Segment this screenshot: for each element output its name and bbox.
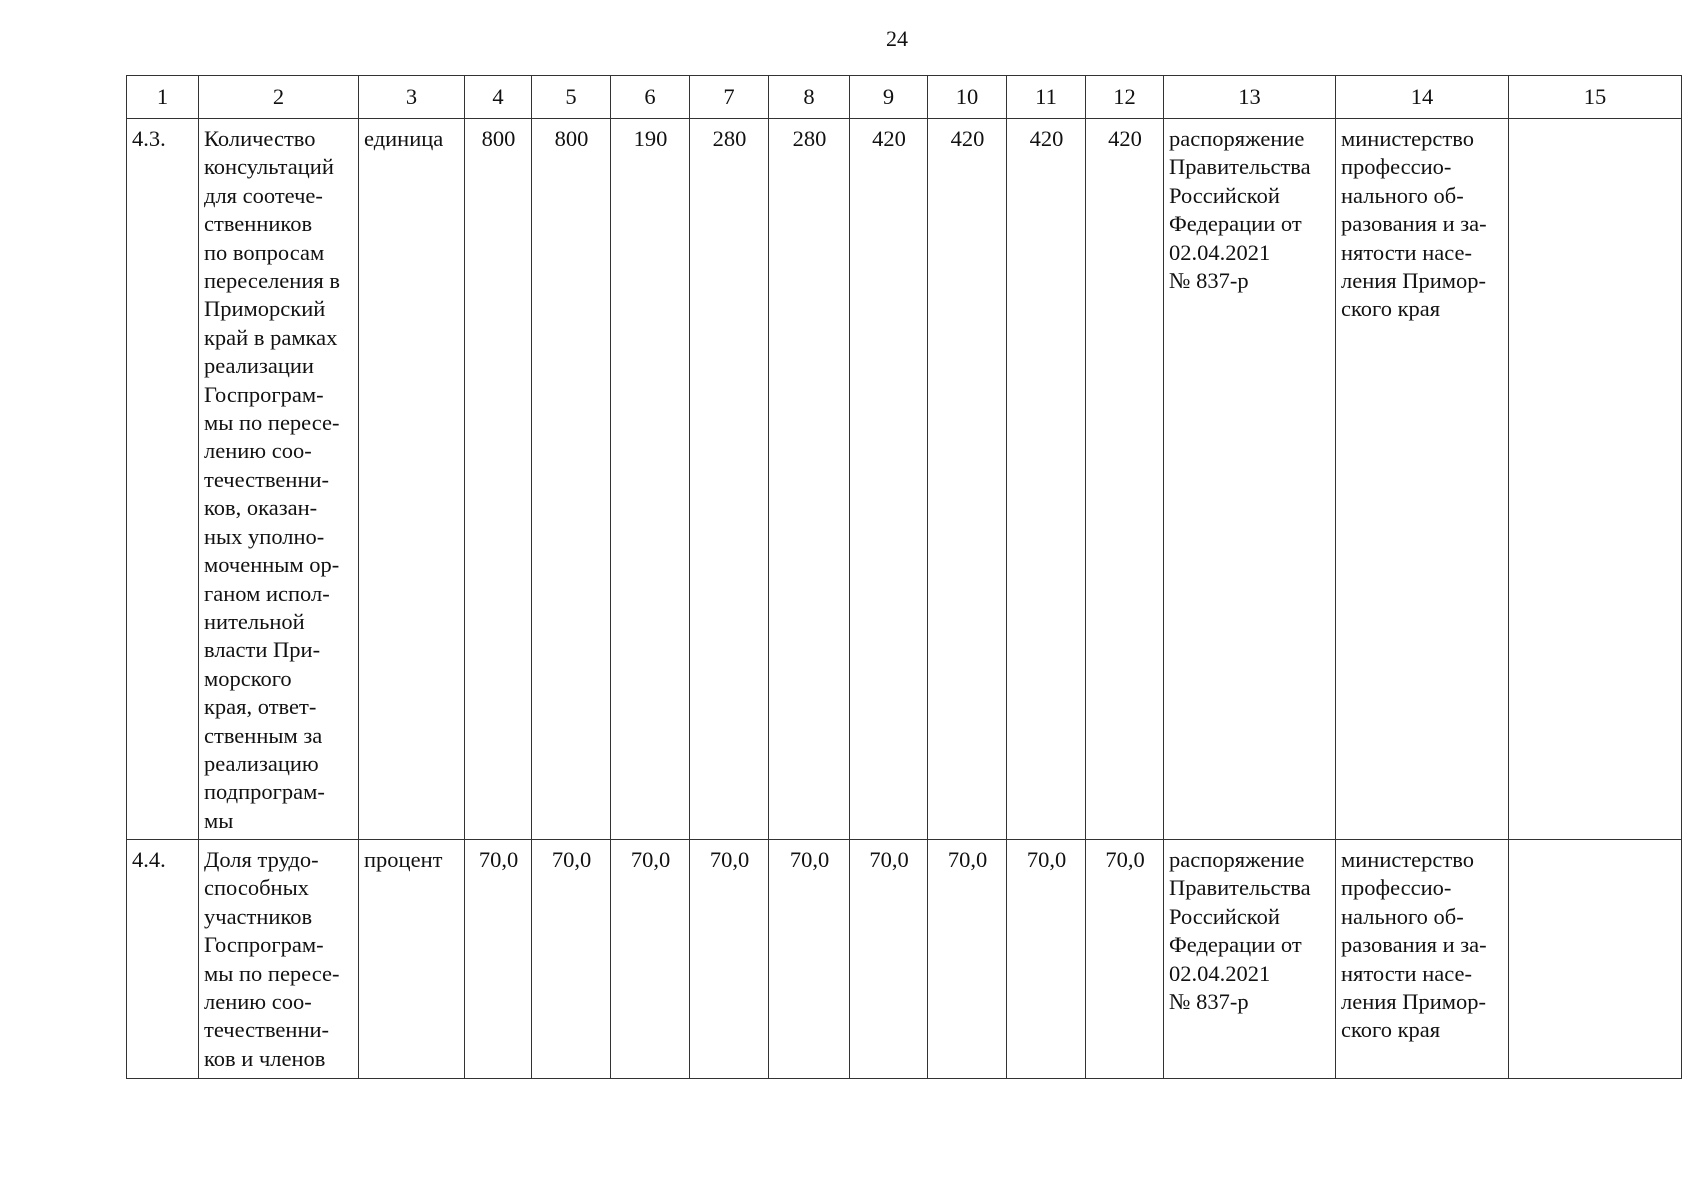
value-cell: 190 (611, 119, 690, 840)
value-cell: 420 (850, 119, 928, 840)
basis-document-cell: распоряжение Правительства Российской Федерации от 02.04.2021 № 837-р (1164, 119, 1336, 840)
header-cell: 8 (769, 76, 850, 119)
page-number: 24 (886, 26, 908, 51)
responsible-cell: министерство профессио- нального об- разования и за- нятости насе- ления Примор- ского края (1336, 119, 1509, 840)
unit-cell: единица (359, 119, 465, 840)
value-cell: 280 (690, 119, 769, 840)
table-row (127, 119, 1682, 840)
header-cell: 5 (532, 76, 611, 119)
indicator-name-cell: Доля трудо- способных участников Госпрограм- мы по пересе- лению соо- течественни- ков и членов (199, 840, 359, 1079)
unit-cell: процент (359, 840, 465, 1079)
header-cell: 1 (127, 76, 199, 119)
header-cell: 4 (465, 76, 532, 119)
column-15-cell (1509, 119, 1682, 840)
header-cell: 15 (1509, 76, 1682, 119)
value-cell: 70,0 (1086, 840, 1164, 1079)
header-cell: 11 (1007, 76, 1086, 119)
value-cell: 70,0 (850, 840, 928, 1079)
indicator-name-cell: Количество консультаций для соотече- ственников по вопросам переселения в Приморский край в рамках реализации Госпрограм- мы по пересе- лению соо- течественни- ков, оказан- ных уполно- моченным ор- ганом испол- нительной власти При- морского края, ответ- ственным за реализацию подпрограм- мы (199, 119, 359, 840)
table-header-row (127, 76, 1682, 119)
row-id-cell: 4.3. (127, 119, 199, 840)
header-cell: 13 (1164, 76, 1336, 119)
value-cell: 280 (769, 119, 850, 840)
value-cell: 70,0 (465, 840, 532, 1079)
value-cell: 70,0 (1007, 840, 1086, 1079)
responsible-cell: министерство профессио- нального об- разования и за- нятости насе- ления Примор- ского края (1336, 840, 1509, 1079)
header-cell: 14 (1336, 76, 1509, 119)
header-cell: 10 (928, 76, 1007, 119)
header-cell: 6 (611, 76, 690, 119)
value-cell: 420 (1007, 119, 1086, 840)
header-cell: 7 (690, 76, 769, 119)
column-15-cell (1509, 840, 1682, 1079)
value-cell: 70,0 (532, 840, 611, 1079)
row-id-cell: 4.4. (127, 840, 199, 1079)
header-cell: 9 (850, 76, 928, 119)
table-row (127, 840, 1682, 1079)
value-cell: 70,0 (611, 840, 690, 1079)
header-cell: 3 (359, 76, 465, 119)
value-cell: 420 (928, 119, 1007, 840)
value-cell: 420 (1086, 119, 1164, 840)
basis-document-cell: распоряжение Правительства Российской Федерации от 02.04.2021 № 837-р (1164, 840, 1336, 1079)
value-cell: 70,0 (928, 840, 1007, 1079)
header-cell: 2 (199, 76, 359, 119)
value-cell: 70,0 (690, 840, 769, 1079)
header-cell: 12 (1086, 76, 1164, 119)
value-cell: 800 (465, 119, 532, 840)
value-cell: 70,0 (769, 840, 850, 1079)
indicators-table (126, 75, 1682, 1079)
value-cell: 800 (532, 119, 611, 840)
